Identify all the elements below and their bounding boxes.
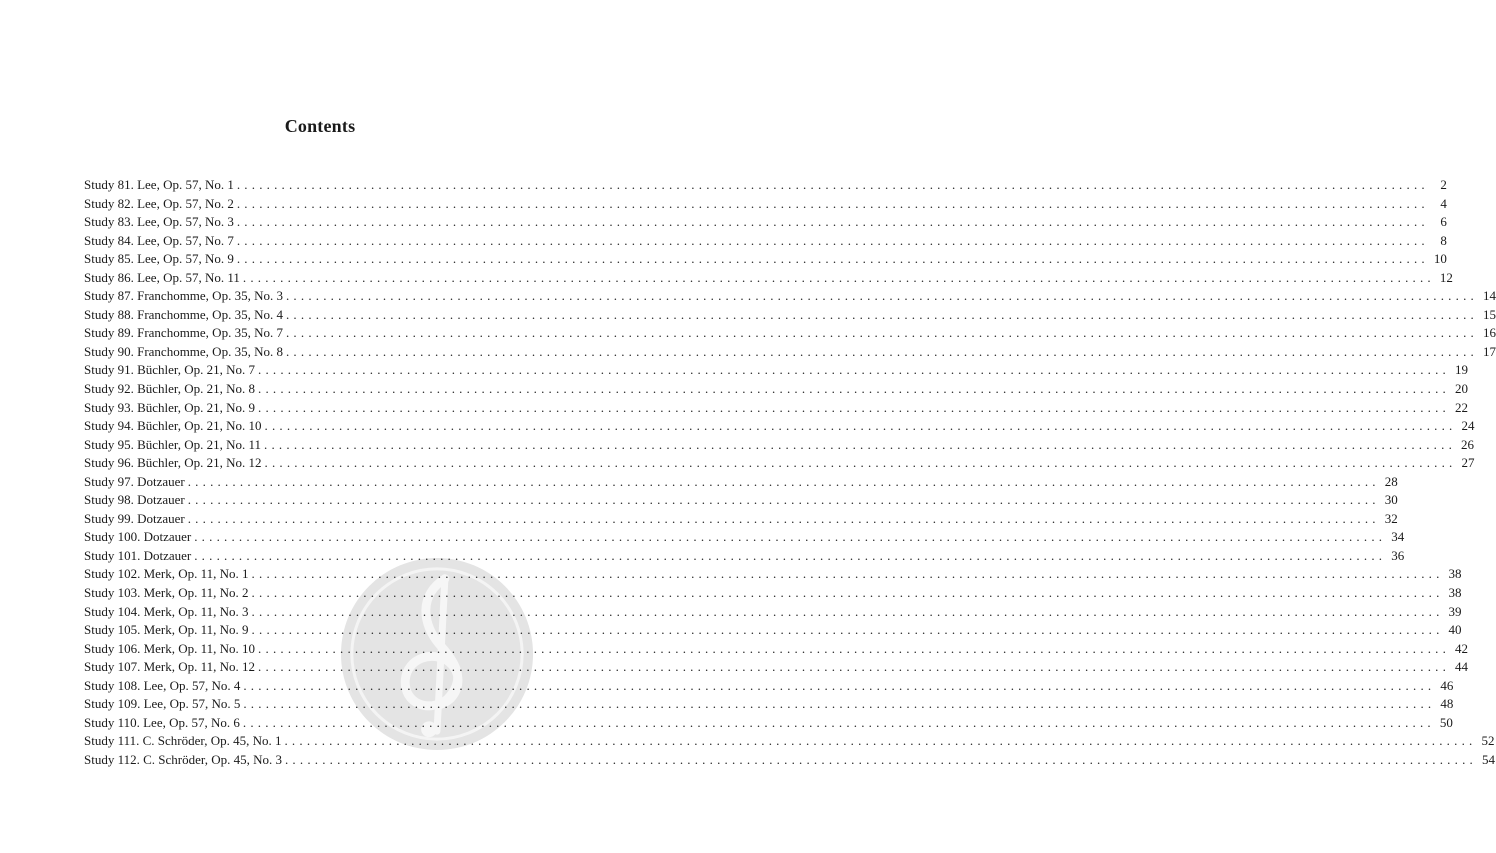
toc-entry-label: Study 100. Dotzauer	[84, 529, 192, 545]
dot-leader: ................................................................................................................................................................	[236, 214, 1429, 230]
dot-leader: ................................................................................................................................................................	[243, 677, 1436, 693]
toc-entry	[84, 176, 1447, 195]
toc-entry-label: Study 88. Franchomme, Op. 35, No. 4	[84, 306, 283, 322]
toc-entry-label: Study 90. Franchomme, Op. 35, No. 8	[84, 343, 283, 359]
toc-entry-label: Study 107. Merk, Op. 11, No. 12	[84, 659, 256, 675]
dot-leader: ................................................................................................................................................................	[284, 733, 1477, 749]
toc-entry-label: Study 104. Merk, Op. 11, No. 3	[84, 603, 249, 619]
toc-entry-page-number: 50	[1439, 714, 1453, 730]
toc-entry	[84, 250, 1447, 269]
toc-entry-page-number: 52	[1481, 733, 1495, 749]
toc-entry-label: Study 111. C. Schröder, Op. 45, No. 1	[84, 733, 282, 749]
toc-entry	[84, 380, 1468, 399]
toc-entry-page-number: 2	[1440, 177, 1447, 192]
toc-entry-page-number: 16	[1482, 325, 1496, 341]
toc-entry-label: Study 110. Lee, Op. 57, No. 6	[84, 714, 240, 730]
toc-entry-page-number: 28	[1384, 473, 1398, 489]
toc-entry-label: Study 83. Lee, Op. 57, No. 3	[84, 214, 234, 230]
toc-entry	[84, 714, 1453, 733]
toc-entry	[84, 213, 1447, 232]
toc-entry	[84, 510, 1398, 529]
toc-entry-label: Study 108. Lee, Op. 57, No. 4	[84, 677, 241, 693]
dot-leader: ................................................................................................................................................................	[258, 362, 1450, 378]
toc-entry-label: Study 94. Büchler, Op. 21, No. 10	[84, 418, 262, 434]
toc-entry-page-number: 46	[1440, 677, 1454, 693]
toc-entry-label: Study 101. Dotzauer	[84, 547, 192, 563]
dot-leader: ................................................................................................................................................................	[251, 585, 1444, 601]
toc-entry	[84, 436, 1475, 455]
dot-leader: ................................................................................................................................................................	[187, 492, 1380, 508]
toc-entry	[84, 603, 1462, 622]
toc-entry-page-number: 19	[1455, 362, 1468, 378]
dot-leader: ................................................................................................................................................................	[242, 269, 1435, 285]
dot-leader: ................................................................................................................................................................	[236, 232, 1429, 248]
toc-entry-label: Study 109. Lee, Op. 57, No. 5	[84, 696, 241, 712]
toc-entry-page-number: 22	[1455, 399, 1468, 415]
toc-entry-page-number: 8	[1440, 232, 1447, 248]
toc-entry-page-number: 27	[1461, 455, 1475, 471]
toc-entry-page-number: 17	[1482, 343, 1496, 359]
toc-entry-label: Study 82. Lee, Op. 57, No. 2	[84, 195, 234, 211]
toc-entry-page-number: 12	[1439, 269, 1453, 285]
toc-entry-page-number: 40	[1448, 622, 1462, 638]
toc-entry-page-number: 42	[1455, 640, 1469, 656]
toc-entry-label: Study 93. Büchler, Op. 21, No. 9	[84, 399, 255, 415]
toc-entry-page-number: 6	[1440, 214, 1447, 230]
dot-leader: ................................................................................................................................................................	[187, 473, 1380, 489]
toc-entry-page-number: 20	[1455, 381, 1468, 397]
dot-leader: ................................................................................................................................................................	[258, 659, 1451, 675]
toc-entry-label: Study 92. Büchler, Op. 21, No. 8	[84, 381, 255, 397]
dot-leader: ................................................................................................................................................................	[251, 566, 1444, 582]
toc-entry-page-number: 48	[1440, 696, 1454, 712]
toc-entry	[84, 343, 1496, 362]
dot-leader: ................................................................................................................................................................	[258, 640, 1451, 656]
toc-entry-label: Study 106. Merk, Op. 11, No. 10	[84, 640, 256, 656]
toc-entry	[84, 324, 1496, 343]
dot-leader: ................................................................................................................................................................	[194, 529, 1387, 545]
toc-entry	[84, 491, 1398, 510]
toc-entry-label: Study 99. Dotzauer	[84, 510, 185, 526]
toc-entry-label: Study 84. Lee, Op. 57, No. 7	[84, 232, 234, 248]
toc-entry-page-number: 4	[1440, 195, 1447, 211]
toc-entry-label: Study 98. Dotzauer	[84, 492, 185, 508]
toc-entry-label: Study 89. Franchomme, Op. 35, No. 7	[84, 325, 283, 341]
toc-entry	[84, 658, 1469, 677]
dot-leader: ................................................................................................................................................................	[243, 696, 1436, 712]
toc-entry	[84, 473, 1398, 492]
toc-entry	[84, 695, 1454, 714]
dot-leader: ................................................................................................................................................................	[285, 343, 1478, 359]
toc-entry	[84, 732, 1495, 751]
toc-entry-page-number: 38	[1448, 585, 1462, 601]
toc-entry	[84, 677, 1454, 696]
toc-entry-page-number: 44	[1455, 659, 1469, 675]
toc-entry-page-number: 15	[1482, 306, 1496, 322]
dot-leader: ................................................................................................................................................................	[187, 510, 1380, 526]
table-of-contents	[84, 176, 1496, 770]
toc-entry-label: Study 105. Merk, Op. 11, No. 9	[84, 622, 249, 638]
toc-entry-label: Study 97. Dotzauer	[84, 473, 185, 489]
toc-entry-page-number: 34	[1391, 529, 1405, 545]
toc-entry	[84, 417, 1475, 436]
toc-entry	[84, 528, 1405, 547]
dot-leader: ................................................................................................................................................................	[264, 418, 1457, 434]
dot-leader: ................................................................................................................................................................	[258, 399, 1450, 415]
toc-entry-label: Study 91. Büchler, Op. 21, No. 7	[84, 362, 255, 378]
toc-entry-page-number: 39	[1448, 603, 1462, 619]
toc-entry	[84, 232, 1447, 251]
dot-leader: ................................................................................................................................................................	[258, 381, 1450, 397]
page-title: Contents	[284, 116, 356, 136]
toc-entry	[84, 361, 1468, 380]
dot-leader: ................................................................................................................................................................	[194, 547, 1387, 563]
toc-entry	[84, 751, 1495, 770]
toc-entry-label: Study 86. Lee, Op. 57, No. 11	[84, 269, 240, 285]
dot-leader: ................................................................................................................................................................	[251, 622, 1444, 638]
toc-entry-page-number: 24	[1461, 418, 1475, 434]
toc-entry-label: Study 85. Lee, Op. 57, No. 9	[84, 251, 234, 267]
toc-entry	[84, 547, 1405, 566]
toc-entry	[84, 269, 1453, 288]
toc-entry-label: Study 102. Merk, Op. 11, No. 1	[84, 566, 249, 582]
dot-leader: ................................................................................................................................................................	[264, 436, 1457, 452]
toc-entry-label: Study 81. Lee, Op. 57, No. 1	[84, 177, 234, 192]
dot-leader: ................................................................................................................................................................	[236, 195, 1429, 211]
toc-entry	[84, 195, 1447, 214]
toc-entry	[84, 454, 1475, 473]
toc-entry	[84, 565, 1462, 584]
dot-leader: ................................................................................................................................................................	[236, 251, 1429, 267]
toc-entry-page-number: 26	[1461, 436, 1475, 452]
dot-leader: ................................................................................................................................................................	[285, 288, 1478, 304]
dot-leader: ................................................................................................................................................................	[242, 714, 1435, 730]
toc-entry-page-number: 36	[1391, 547, 1405, 563]
toc-entry	[84, 287, 1496, 306]
dot-leader: ................................................................................................................................................................	[236, 177, 1429, 192]
toc-entry-page-number: 30	[1384, 492, 1398, 508]
toc-entry-label: Study 103. Merk, Op. 11, No. 2	[84, 585, 249, 601]
dot-leader: ................................................................................................................................................................	[264, 455, 1457, 471]
toc-entry-page-number: 14	[1482, 288, 1496, 304]
toc-entry-label: Study 112. C. Schröder, Op. 45, No. 3	[84, 751, 282, 767]
toc-entry-page-number: 54	[1481, 751, 1495, 767]
toc-entry-page-number: 38	[1448, 566, 1462, 582]
toc-entry	[84, 584, 1462, 603]
dot-leader: ................................................................................................................................................................	[285, 325, 1478, 341]
toc-entry-label: Study 95. Büchler, Op. 21, No. 11	[84, 436, 262, 452]
toc-entry-page-number: 10	[1433, 251, 1447, 267]
dot-leader: ................................................................................................................................................................	[251, 603, 1444, 619]
toc-entry	[84, 621, 1462, 640]
toc-entry	[84, 640, 1469, 659]
toc-entry	[84, 399, 1468, 418]
toc-entry	[84, 306, 1496, 325]
toc-entry-label: Study 96. Büchler, Op. 21, No. 12	[84, 455, 262, 471]
toc-entry-label: Study 87. Franchomme, Op. 35, No. 3	[84, 288, 283, 304]
dot-leader: ................................................................................................................................................................	[285, 306, 1478, 322]
dot-leader: ................................................................................................................................................................	[284, 751, 1477, 767]
toc-entry-page-number: 32	[1384, 510, 1398, 526]
